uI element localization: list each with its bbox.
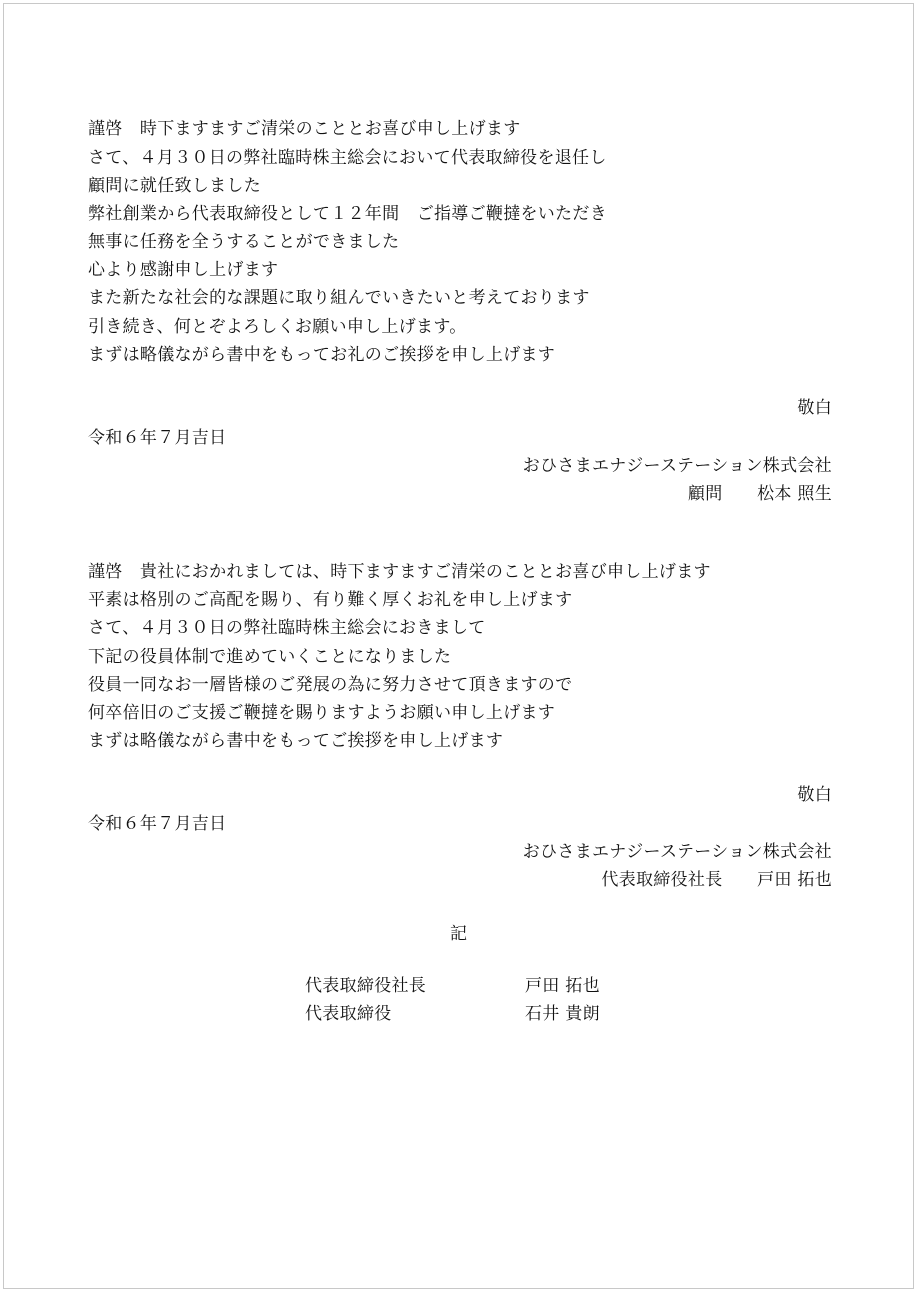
letter1-line-1: 謹啓 時下ますますご清栄のこととお喜び申し上げます — [88, 119, 521, 139]
letter2-date: 令和６年７月吉日 — [88, 814, 227, 834]
letter2-line-4: 下記の役員体制で進めていくことになりました — [88, 647, 452, 667]
letter1-line-8: 引き続き、何とぞよろしくお願い申し上げます。 — [88, 317, 467, 337]
letter2-line-1: 謹啓 貴社におかれましては、時下ますますご清栄のこととお喜び申し上げます — [88, 562, 711, 582]
notes-heading: 記 — [450, 924, 468, 944]
letter2-line-3: さて、４月３０日の弊社臨時株主総会におきまして — [88, 618, 486, 638]
letter2-closing: 敬白 — [797, 785, 832, 805]
letter1-line-4: 弊社創業から代表取締役として１２年間 ご指導ご鞭撻をいただき — [88, 204, 607, 224]
letter2-line-5: 役員一同なお一層皆様のご発展の為に努力させて頂きますので — [88, 675, 573, 695]
letter2-company: おひさまエナジーステーション株式会社 — [522, 842, 832, 862]
letter1-line-5: 無事に任務を全うすることができました — [88, 232, 400, 252]
letter1-signer: 顧問 松本 照生 — [687, 484, 832, 504]
officer-role-2: 代表取締役 — [305, 1004, 392, 1024]
letter1-line-3: 顧問に就任致しました — [88, 176, 261, 196]
officer-name-1: 戸田 拓也 — [525, 976, 600, 996]
letter1-line-7: また新たな社会的な課題に取り組んでいきたいと考えております — [88, 288, 590, 308]
letter2-line-2: 平素は格別のご高配を賜り、有り難く厚くお礼を申し上げます — [88, 590, 573, 610]
letter2-signer: 代表取締役社長 戸田 拓也 — [601, 870, 832, 890]
letter1-closing: 敬白 — [797, 398, 832, 418]
letter1-date: 令和６年７月吉日 — [88, 428, 227, 448]
letter1-line-6: 心より感謝申し上げます — [88, 260, 279, 280]
letter2-line-6: 何卒倍旧のご支援ご鞭撻を賜りますようお願い申し上げます — [88, 703, 556, 723]
letter1-line-9: まずは略儀ながら書中をもってお礼のご挨拶を申し上げます — [88, 345, 556, 365]
letter1-company: おひさまエナジーステーション株式会社 — [522, 456, 832, 476]
letter2-line-7: まずは略儀ながら書中をもってご挨拶を申し上げます — [88, 731, 504, 751]
officer-role-1: 代表取締役社長 — [305, 976, 427, 996]
officer-name-2: 石井 貴朗 — [525, 1004, 600, 1024]
letter1-line-2: さて、４月３０日の弊社臨時株主総会において代表取締役を退任し — [88, 148, 607, 168]
